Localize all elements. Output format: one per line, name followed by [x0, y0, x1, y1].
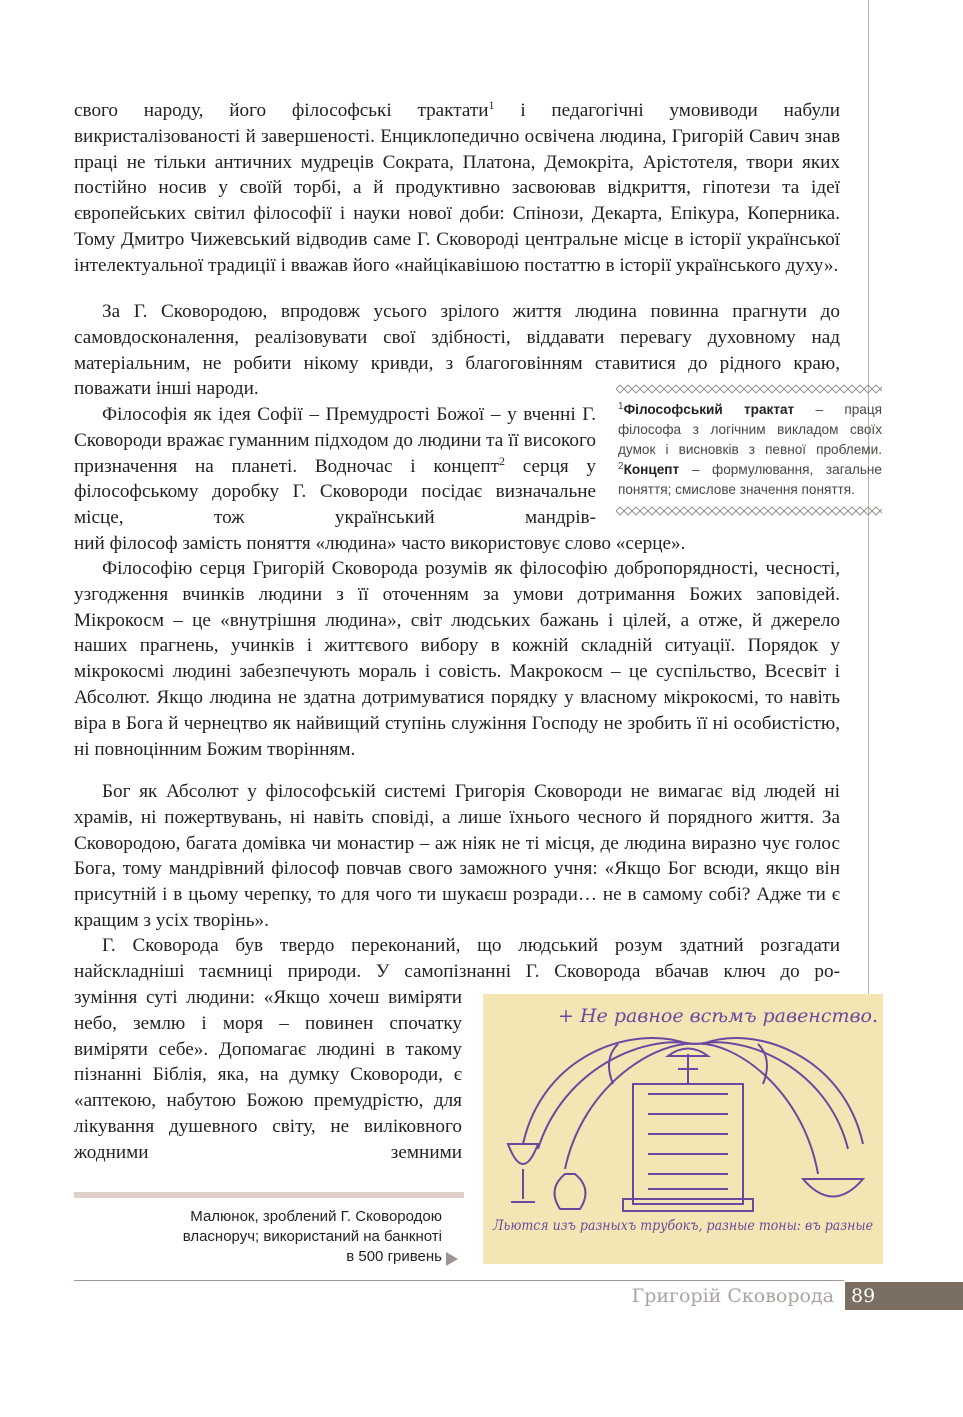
footer-rule — [74, 1280, 844, 1281]
footnotes-text — [618, 400, 882, 500]
skovoroda-drawing — [483, 994, 883, 1264]
footnote-1 — [618, 402, 882, 457]
drawing-inscription-bottom-text: Льются изъ разныхъ трубокъ, разные тоны: въ разные — [492, 1218, 873, 1234]
drawing-inscription-bottom — [492, 1218, 873, 1234]
image-caption — [74, 1207, 442, 1267]
footnote-2 — [618, 460, 882, 500]
footnote-2-num: 2 — [618, 461, 624, 472]
drawing-inscription-top: + Не равное всѣмъ равенство. — [558, 1005, 879, 1027]
footnote-ref-2: 2 — [498, 453, 505, 468]
paragraph-1-start: свого народу, його філософські трактати — [74, 100, 489, 121]
footnote-1-term: Філософський трактат — [623, 402, 795, 417]
running-title: Григорій Сковорода — [631, 1285, 834, 1307]
footnote-1-num: 1 — [618, 401, 624, 412]
paragraph-4: Філософію серця Григорій Сковорода розумів як філософію добропорядності, чесності, узгодження вчинків людини з її оточенням за умови дотримання Божих заповідей. Мікрокосм – це «внутрішня людина», світ людських бажань і цілей, а отже, й джерело наших прагнень, учинків і життєвого вибору в кожній складній ситуації. Порядок у мікрокосмі людині забезпечують мораль і совість. Макрокосм – це суспільство, Всесвіт і Абсолют. Якщо людина не здатна дотримуватися порядку у власному мікрокосмі, то навіть віра в Бога й чернецтво як найвищий ступінь служіння Господу не зробить її ні особистістю, ні повноцінним Божим творінням. — [74, 558, 840, 760]
footnote-2-text: – формулювання, загальне поняття; смислове значення поняття. — [618, 462, 882, 497]
footnotes-box — [616, 384, 882, 516]
paragraph-1-rest: і педагогічні умовиводи набули викристалізованості й завершеності. Енциклопедично освічена людина, Григорій Савич знав праці не тільки античних мудреців Сократа, Платона, Демокріта, Арістотеля, твори яких постійно носив у своїй торбі, а й продуктивно засвоював відкриття, гіпотези та ідеї європейських світил філософії і науки нової доби: Спінози, Декарта, Епікура, Коперника. Тому Дмитро Чижевський відводив саме Г. Сковороді центральне місце в історії української інтелектуальної традиції і вважав його «найцікавішою постаттю в історії українського духу». — [74, 100, 840, 276]
caption-arrow-icon — [446, 1252, 458, 1266]
footnote-1-text: – праця філософа з логічним викладом своїх думок і висновків з певної проблеми. — [618, 402, 882, 457]
paragraph-6-wide: Г. Сковорода був твердо переконаний, що людський розум здатний розгадати найскладніші таємниці природи. У самопізнанні Г. Сковорода вбачав ключ до ро- — [74, 935, 840, 982]
page-number-box — [845, 1282, 963, 1310]
paragraph-3-wide: ний філософ замість поняття «людина» часто використовує слово «серце». — [74, 533, 686, 554]
paragraph-5: Бог як Абсолют у філософській системі Григорія Сковороди не вимагає від людей ні храмів, ні пожертвувань, ні навіть сповіді, а лише їхнього чесного й порядного життя. За Сковородою, багата домівка чи монастир – аж ніяк не ті місця, де людина виразно чує голос Бога, тому мандрівний філософ повчав свого заможного учня: «Якщо Бог всюди, якщо він присутній і в цьому черепку, то для чого ти шукаєш розради… не в самому собі? Адже ти є кращим з усіх творінь». — [74, 781, 840, 931]
footnote-2-term: Концепт — [623, 462, 680, 477]
caption-bar — [74, 1192, 464, 1198]
wave-divider-top — [616, 384, 882, 394]
caption-line-1: Малюнок, зроблений Г. Сковородою — [190, 1208, 442, 1225]
footnote-ref-1: 1 — [488, 98, 495, 112]
paragraph-6-narrow: зуміння суті людини: «Якщо хочеш виміряти небо, землю і моря – повинен спочатку виміряти себе». Допомагає людині в такому пізнанні Біблія, яка, на думку Сковороди, є «аптекою, набутою Божою премудрістю, для лікування душевного світу, не виліковного жодними земними — [74, 987, 462, 1163]
paragraph-1 — [74, 98, 840, 279]
paragraph-3-narrow — [74, 402, 596, 531]
caption-line-3: в 500 гривень — [346, 1248, 442, 1265]
caption-line-2: власноруч; використаний на банкноті — [182, 1228, 442, 1245]
page-number: 89 — [851, 1285, 876, 1307]
paragraph-2: За Г. Сковородою, впродовж усього зрілого життя людина повинна прагнути до самовдосконалення, реалізовувати свої здібності, віддавати перевагу духовному над матеріальним, не робити нікому кривди, з благоговінням ставитися до рідного краю, поважати інші народи. — [74, 301, 840, 400]
margin-line — [868, 0, 869, 1085]
wave-divider-bottom — [616, 506, 882, 516]
paragraph-3-cont: серця у філософському доробку Г. Сковороди посідає визначальне місце, тож український мандрів- — [74, 455, 596, 529]
paragraph-3-start: Філософія як ідея Софії – Премудрості Божої – у вченні Г. Сковороди вражає гуманним підходом до людини та її високого призначення на планеті. Водночас і концепт — [74, 404, 596, 477]
